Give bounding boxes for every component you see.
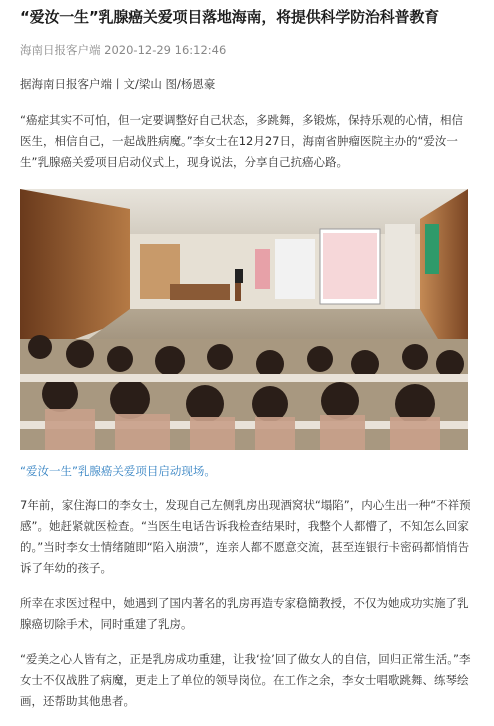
paragraph-4: “爱美之心人皆有之，正是乳房成功重建，让我‘捡’回了做女人的自信，回归正常生活。”李女士不仅战胜了病魔，更走上了单位的领导岗位。在工作之余，李女士唱歌跳舞、练琴绘画，还帮助其他患者。 <box>20 652 471 708</box>
paragraph-3: 所幸在求医过程中，她遇到了国内著名的乳房再造专家稳簡教授，不仅为她成功实施了乳腺癌切除手术，同时重建了乳房。 <box>20 596 469 631</box>
photo-caption: “爱汝一生”乳腺癌关爱项目启动现场。 <box>20 464 216 478</box>
article-byline: 据海南日报客户端丨文/梁山 图/杨恩豪 <box>20 77 216 91</box>
article-meta: 海南日报客户端 2020-12-29 16:12:46 <box>20 43 227 57</box>
article <box>20 0 474 712</box>
event-photo <box>20 189 468 450</box>
paragraph-2: 7年前，家住海口的李女士，发现自己左侧乳房出现酒窝状“塌陷”，内心生出一种“不祥预感”。她赶紧就医检查。“当医生电话告诉我检查结果时，我整个人都懵了，不知怎么回家的。”当时李女士情绪随即“陷入崩溃”，连亲人都不愿意交流，甚至连银行卡密码都悄悄告诉了年幼的孩子。 <box>20 498 471 575</box>
article-title: “爱汝一生”乳腺癌关爱项目落地海南，将提供科学防治科普教育 <box>20 8 439 26</box>
paragraph-1: “癌症其实不可怕，但一定要调整好自己状态，多跳舞，多锻炼，保持乐观的心情，相信医生，相信自己，一起战胜病魔。”李女士在12月27日，海南省肿瘤医院主办的“爱汝一生”乳腺癌关爱项目启动仪式上，现身说法，分享自己抗癌心路。 <box>20 113 463 169</box>
